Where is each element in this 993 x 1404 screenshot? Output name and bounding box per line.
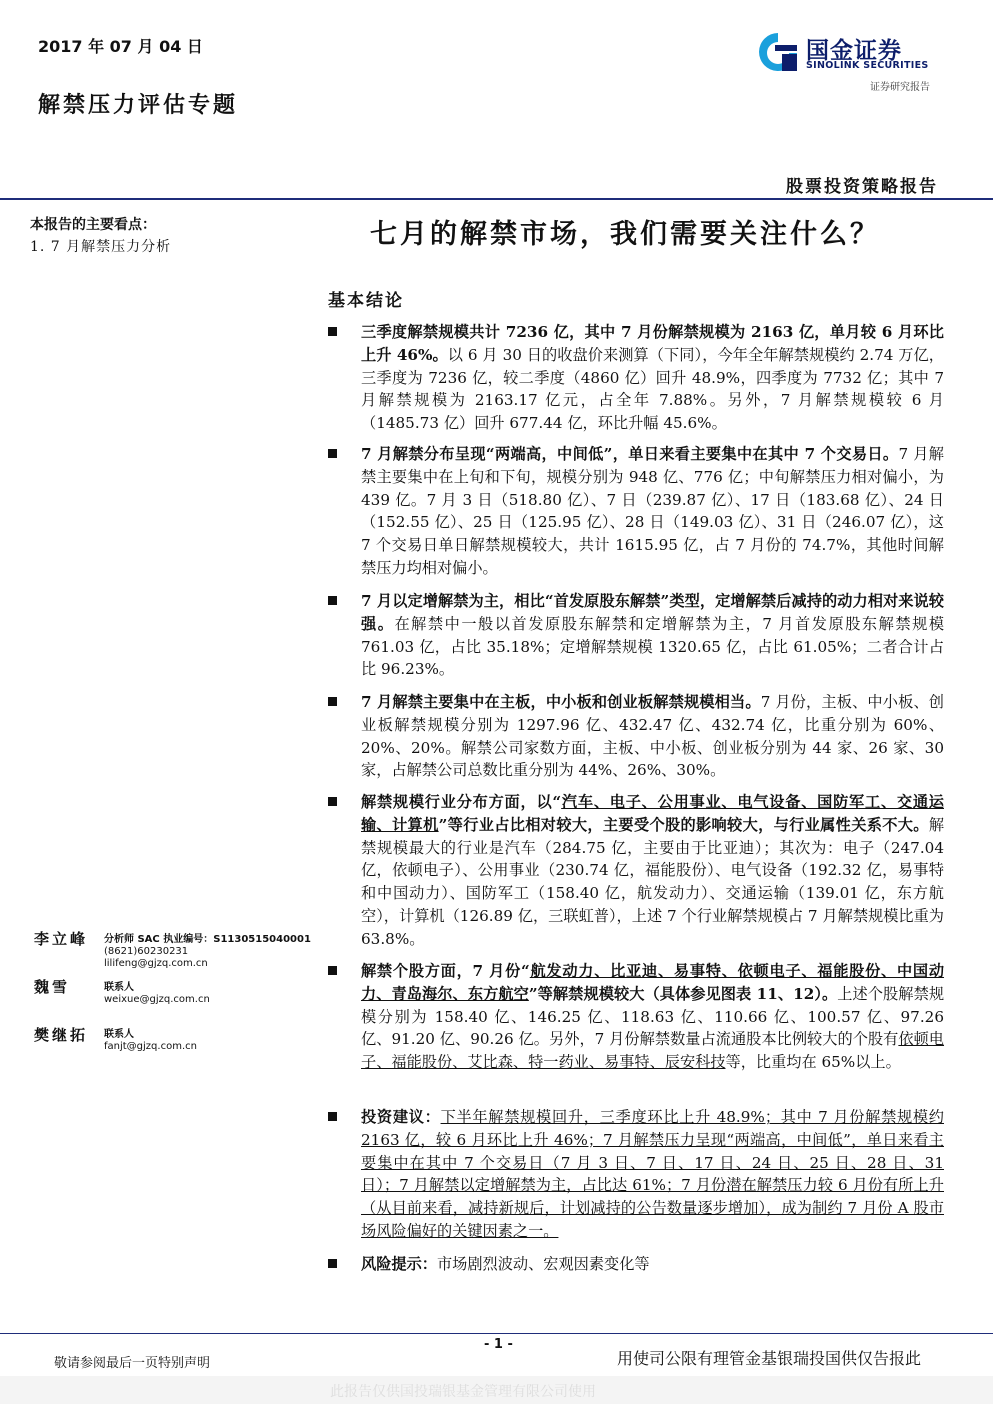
stock-list-ratio: 依顿电子、福能股份、艾比森、特一药业、易事特、辰安科技 [361,1030,945,1072]
point-text: 解禁规模最大的行业是汽车（284.75 亿，主要由于比亚迪）；其次为：电子（247.04 亿，依顿电子）、公用事业（230.74 亿，福能股份）、电气设备（192.32 亿，易事特和中国动力）、国防军工（158.40 亿，航发动力）、交通运输（139.01 亿，东方航空），计算机（126.89 亿，三联虹普），上述 7 个行业解禁规模占 7 月解禁规模比重为 63.8%。 [361,815,944,948]
conclusion-point [328,691,944,782]
point-bold: 投资建议： [361,1108,441,1126]
analyst-email[interactable]: weixue@gjzq.com.cn [104,994,210,1005]
investment-advice [328,1106,944,1243]
square-bullet-icon [328,449,337,458]
analyst-email[interactable]: fanjt@gjzq.com.cn [104,1041,197,1052]
company-logo [756,30,956,78]
analyst-role: 联系人 [104,982,134,993]
analyst-name: 樊继拓 [34,1026,89,1044]
conclusion-point [328,791,944,951]
analyst-email[interactable]: lilifeng@gjzq.com.cn [104,958,208,969]
square-bullet-icon [328,1112,337,1121]
logo-text-en: SINOLINK SECURITIES [806,60,929,71]
stock-list: 航发动力、比亚迪、易事特、依顿电子、福能股份、中国动力、青岛海尔、东方航空 [361,962,945,1003]
main-title: 七月的解禁市场，我们需要关注什么？ [370,219,880,250]
report-date: 2017 年 07 月 04 日 [38,37,203,56]
square-bullet-icon [328,966,337,975]
keypoint-item: 1. 7 月解禁压力分析 [30,239,172,255]
footer-license: 用使司公限有理管金基银瑞投国供仅告报此 [617,1349,922,1368]
point-text: 在解禁中一般以首发原股东解禁和定增解禁为主，7 月首发原股东解禁规模 761.03 亿，占比 35.18%；定增解禁规模 1320.65 亿，占比 61.05%；二者合计占比 96.23%。 [361,614,945,679]
analyst-role: 分析师 SAC 执业编号：S1130515040001 [104,934,311,945]
page-number: - 1 - [484,1337,513,1352]
conclusion-point [328,321,944,435]
point-bold: 三季度解禁规模共计 7236 亿，其中 7 月份解禁规模为 2163 亿，单月较 6 月环比上升 46%。 [361,323,944,364]
analyst-phone: (8621)60230231 [104,946,189,957]
square-bullet-icon [328,797,337,806]
logo-subtitle: 证券研究报告 [870,82,930,93]
analyst-info [104,1029,197,1053]
point-text: 以 6 月 30 日的收盘价来测算（下同），今年全年解禁规模约 2.74 万亿，三季度为 7236 亿，较二季度（4860 亿）回升 48.9%，四季度为 7732 亿；其中 7 月解禁规模为 2163.17 亿元，占全年 7.88%。另外，7 月解禁规模较 6 月（1485.73 亿）回升 677.44 亿，环比升幅 45.6%。 [361,345,944,433]
point-bold: 解禁规模行业分布方面，以“汽车、电子、公用事业、电气设备、国防军工、交通运输、计算机”等行业占比相对较大，主要受个股的影响较大，与行业属性关系不大。 [361,793,944,834]
analyst-role: 联系人 [104,1029,134,1040]
point-bold: 风险提示： [361,1255,437,1273]
sinolink-logo-icon [756,30,800,76]
point-bold: 解禁个股方面，7 月份“航发动力、比亚迪、易事特、依顿电子、福能股份、中国动力、青岛海尔、东方航空”等解禁规模较大（具体参见图表 11、12）。 [361,962,945,1003]
conclusion-point [328,590,944,681]
footer-divider [0,1333,993,1334]
logo-text-cn: 国金证券 [806,38,902,64]
report-type: 股票投资策略报告 [786,177,938,197]
square-bullet-icon [328,1259,337,1268]
point-bold: 7 月以定增解禁为主，相比“首发原股东解禁”类型，定增解禁后减持的动力相对来说较强。 [361,592,944,633]
section-title: 基本结论 [328,291,404,311]
square-bullet-icon [328,697,337,706]
point-text: 市场剧烈波动、宏观因素变化等 [436,1255,650,1273]
square-bullet-icon [328,327,337,336]
conclusion-point [328,443,944,580]
point-text: 7 月解禁主要集中在上旬和下旬，规模分别为 948 亿、776 亿；中旬解禁压力相对偏小，为 439 亿。7 月 3 日（518.80 亿）、7 日（239.87 亿）、17 日（183.68 亿）、24 日（152.55 亿）、25 日（125.95 亿）、28 日（149.03 亿）、31 日（246.07 亿），这 7 个交易日单日解禁规模较大，共计 1615.95 亿，占 7 月份的 74.7%，其他时间解禁压力均相对偏小。 [361,445,944,577]
conclusion-point [328,960,944,1074]
report-topic: 解禁压力评估专题 [38,92,239,118]
analyst-name: 李立峰 [34,930,89,948]
risk-warning [328,1253,944,1276]
point-text: 上述个股解禁规模分别为 158.40 亿、146.25 亿、118.63 亿、110.66 亿、100.57 亿、97.26 亿、91.20 亿、90.26 亿。另外，7 月份解禁数量占流通股本比例较大的个股有依顿电子、福能股份、艾比森、特一药业、易事特、辰安科技等，比重均在 65%以上。 [361,984,945,1072]
square-bullet-icon [328,596,337,605]
analyst-info [104,934,311,970]
watermark: 此报告仅供国投瑞银基金管理有限公司使用 [330,1384,596,1400]
analyst-info [104,982,210,1006]
keypoints-title: 本报告的主要看点： [30,217,156,233]
header-divider [0,198,993,200]
industry-list: 汽车、电子、公用事业、电气设备、国防军工、交通运输、计算机 [361,793,944,834]
footer-disclaimer: 敬请参阅最后一页特别声明 [54,1356,211,1371]
point-bold: 7 月解禁分布呈现“两端高，中间低”，单日来看主要集中在其中 7 个交易日。 [361,445,899,463]
point-bold: 7 月解禁主要集中在主板，中小板和创业板解禁规模相当。 [361,693,761,711]
point-text: 7 月份，主板、中小板、创业板解禁规模分别为 1297.96 亿、432.47 亿、432.74 亿，比重分别为 60%、20%、20%。解禁公司家数方面，主板、中小板、创业板分别为 44 家、26 家、30 家，占解禁公司总数比重分别为 44%、26%、30%。 [361,693,944,780]
analyst-name: 魏雪 [34,978,71,996]
point-text: 下半年解禁规模回升，三季度环比上升 48.9%；其中 7 月份解禁规模约 2163 亿，较 6 月环比上升 46%；7 月解禁压力呈现“两端高，中间低”，单日来看主要集中在其中 7 个交易日（7 月 3 日、7 日、17 日、24 日、25 日、28 日、31 日）；7 月解禁以定增解禁为主，占比达 61%；7 月份潜在解禁压力较 6 月份有所上升（从目前来看，减持新规后，计划减持的公告数量逐步增加），成为制约 7 月份 A 股市场风险偏好的关键因素之一。 [361,1108,944,1240]
